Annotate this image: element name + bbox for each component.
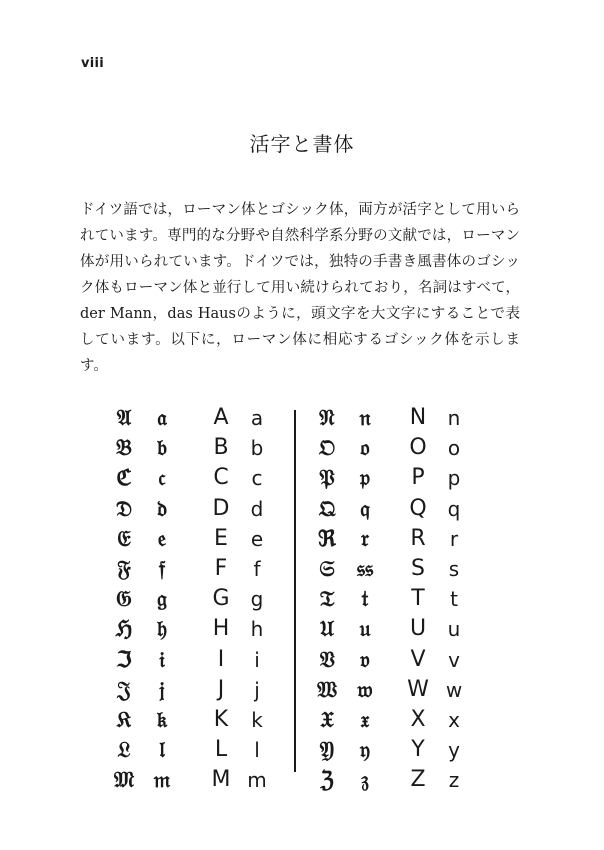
fraktur-uppercase-letter: 𝔙 xyxy=(319,646,335,673)
alphabet-row xyxy=(0,433,604,463)
roman-lowercase-letter: v xyxy=(448,647,460,672)
fraktur-uppercase-letter: 𝔛 xyxy=(320,707,334,733)
roman-lowercase-letter: y xyxy=(448,738,460,763)
roman-lowercase-letter: n xyxy=(447,406,461,430)
fraktur-uppercase-letter: 𝔈 xyxy=(117,525,131,552)
section-title: 活字と書体 xyxy=(249,132,355,156)
roman-uppercase-letter: J xyxy=(217,676,225,702)
roman-uppercase-letter: M xyxy=(211,767,231,793)
roman-lowercase-letter: s xyxy=(448,557,460,581)
alphabet-table xyxy=(0,400,604,794)
roman-uppercase-letter: G xyxy=(212,586,230,612)
alphabet-row xyxy=(0,614,604,644)
alphabet-row xyxy=(0,584,604,614)
roman-uppercase-letter: N xyxy=(409,405,427,430)
alphabet-row xyxy=(0,645,604,675)
roman-uppercase-letter: C xyxy=(213,465,229,491)
fraktur-lowercase-letter: 𝔨 xyxy=(156,707,168,733)
roman-uppercase-letter: W xyxy=(407,676,429,702)
fraktur-lowercase-letter: 𝔯 xyxy=(361,525,369,552)
fraktur-uppercase-letter: ℭ xyxy=(116,465,132,492)
roman-lowercase-letter: a xyxy=(250,406,264,430)
fraktur-uppercase-letter: ℌ xyxy=(115,616,133,643)
roman-lowercase-letter: t xyxy=(450,587,458,612)
fraktur-lowercase-letter: 𝔷 xyxy=(361,767,369,794)
fraktur-lowercase-letter: 𝔵 xyxy=(360,707,370,733)
roman-uppercase-letter: O xyxy=(409,435,427,461)
fraktur-lowercase-letter: 𝔴 xyxy=(357,676,373,703)
roman-lowercase-letter: d xyxy=(250,496,264,521)
alphabet-row xyxy=(0,675,604,705)
roman-lowercase-letter: o xyxy=(447,436,461,461)
fraktur-uppercase-letter: ℨ xyxy=(320,767,334,794)
fraktur-lowercase-letter: 𝔞 xyxy=(157,405,167,431)
alphabet-row xyxy=(0,463,604,493)
fraktur-lowercase-letter: 𝔶 xyxy=(359,737,371,764)
roman-lowercase-letter: h xyxy=(250,617,264,642)
fraktur-lowercase-letter: 𝔧 xyxy=(159,676,165,703)
alphabet-row xyxy=(0,765,604,795)
fraktur-uppercase-letter: 𝔒 xyxy=(318,435,336,462)
fraktur-lowercase-letter: 𝔢 xyxy=(157,525,167,552)
roman-uppercase-letter: X xyxy=(410,707,426,732)
alphabet-row xyxy=(0,403,604,433)
roman-lowercase-letter: b xyxy=(250,436,264,461)
roman-uppercase-letter: T xyxy=(411,586,425,612)
fraktur-uppercase-letter: 𝔉 xyxy=(117,556,131,582)
fraktur-lowercase-letter: 𝔳 xyxy=(360,646,370,673)
roman-lowercase-letter: q xyxy=(447,496,461,521)
roman-uppercase-letter: F xyxy=(214,556,228,581)
fraktur-uppercase-letter: 𝔑 xyxy=(319,405,335,431)
fraktur-lowercase-letter: 𝔬 xyxy=(360,435,370,462)
roman-uppercase-letter: B xyxy=(213,435,229,461)
fraktur-uppercase-letter: 𝔖 xyxy=(319,556,335,582)
column-divider xyxy=(294,410,296,772)
roman-lowercase-letter: l xyxy=(254,738,260,763)
roman-lowercase-letter: x xyxy=(448,708,460,732)
fraktur-uppercase-letter: 𝔎 xyxy=(116,707,132,733)
roman-uppercase-letter: Z xyxy=(410,767,426,793)
roman-lowercase-letter: z xyxy=(448,768,460,793)
fraktur-uppercase-letter: 𝔏 xyxy=(117,737,131,764)
fraktur-uppercase-letter: 𝔊 xyxy=(116,586,132,613)
roman-uppercase-letter: S xyxy=(411,556,425,581)
fraktur-lowercase-letter: 𝔮 xyxy=(360,495,370,522)
roman-lowercase-letter: f xyxy=(253,557,261,581)
roman-lowercase-letter: u xyxy=(447,617,461,642)
fraktur-lowercase-letter: 𝔡 xyxy=(156,495,167,522)
roman-uppercase-letter: V xyxy=(410,646,426,672)
fraktur-lowercase-letter: 𝔤 xyxy=(157,586,167,613)
fraktur-uppercase-letter: 𝔅 xyxy=(116,435,132,462)
fraktur-lowercase-letter: 𝔦 xyxy=(159,646,165,673)
fraktur-lowercase-letter: 𝔩 xyxy=(159,737,165,764)
body-paragraph: ドイツ語では，ローマン体とゴシック体，両方が活字として用いられています。専門的な分野や自然科学系分野の文献では，ローマン体が用いられています。ドイツでは，独特の手書き風書体のゴシック体もローマン体と並行して用い続けられており，名詞はすべて，der Mann，das Hausのように，頭文字を大文字にすることで表しています。以下に，ローマン体に相応するゴシック体を示します。 xyxy=(80,202,520,374)
fraktur-uppercase-letter: ℑ xyxy=(116,646,132,673)
roman-lowercase-letter: i xyxy=(254,647,260,672)
roman-uppercase-letter: P xyxy=(411,465,425,491)
roman-uppercase-letter: D xyxy=(212,495,230,521)
roman-uppercase-letter: A xyxy=(213,405,229,430)
roman-lowercase-letter: c xyxy=(251,466,263,491)
fraktur-uppercase-letter: 𝔄 xyxy=(116,405,132,431)
roman-uppercase-letter: Y xyxy=(411,737,425,763)
roman-lowercase-letter: m xyxy=(247,768,267,793)
fraktur-lowercase-letter: 𝔠 xyxy=(158,465,166,492)
fraktur-lowercase-letter: 𝔰𝔰 xyxy=(356,556,374,582)
roman-lowercase-letter: e xyxy=(250,526,264,551)
alphabet-row xyxy=(0,735,604,765)
roman-lowercase-letter: r xyxy=(449,526,459,551)
page-number: viii xyxy=(81,56,105,71)
roman-uppercase-letter: U xyxy=(409,616,427,642)
fraktur-lowercase-letter: 𝔥 xyxy=(156,616,167,643)
fraktur-uppercase-letter: 𝔓 xyxy=(319,465,335,492)
fraktur-uppercase-letter: 𝔚 xyxy=(316,676,338,703)
roman-uppercase-letter: R xyxy=(410,525,426,551)
roman-uppercase-letter: E xyxy=(214,525,228,551)
alphabet-row xyxy=(0,705,604,735)
roman-uppercase-letter: H xyxy=(212,616,230,642)
fraktur-lowercase-letter: 𝔫 xyxy=(359,405,371,431)
fraktur-lowercase-letter: 𝔲 xyxy=(359,616,371,643)
fraktur-uppercase-letter: 𝔍 xyxy=(117,676,131,703)
alphabet-row xyxy=(0,494,604,524)
alphabet-row xyxy=(0,524,604,554)
fraktur-lowercase-letter: 𝔟 xyxy=(156,435,167,462)
fraktur-uppercase-letter: ℜ xyxy=(318,525,336,552)
fraktur-uppercase-letter: 𝔔 xyxy=(318,495,336,522)
roman-lowercase-letter: g xyxy=(250,587,264,612)
fraktur-uppercase-letter: 𝔇 xyxy=(115,495,133,522)
roman-uppercase-letter: Q xyxy=(409,495,427,521)
roman-lowercase-letter: k xyxy=(251,708,263,732)
roman-lowercase-letter: p xyxy=(447,466,461,491)
fraktur-uppercase-letter: 𝔗 xyxy=(319,586,335,613)
roman-lowercase-letter: w xyxy=(445,677,463,702)
roman-uppercase-letter: I xyxy=(217,646,225,672)
alphabet-row xyxy=(0,554,604,584)
fraktur-uppercase-letter: 𝔜 xyxy=(319,737,335,764)
roman-uppercase-letter: L xyxy=(214,737,228,763)
fraktur-lowercase-letter: 𝔣 xyxy=(158,556,166,582)
fraktur-lowercase-letter: 𝔱 xyxy=(361,586,369,613)
fraktur-uppercase-letter: 𝔐 xyxy=(113,767,135,794)
fraktur-lowercase-letter: 𝔭 xyxy=(360,465,370,492)
roman-uppercase-letter: K xyxy=(213,707,229,732)
roman-lowercase-letter: j xyxy=(254,677,260,702)
fraktur-uppercase-letter: 𝔘 xyxy=(319,616,335,643)
fraktur-lowercase-letter: 𝔪 xyxy=(153,767,171,794)
